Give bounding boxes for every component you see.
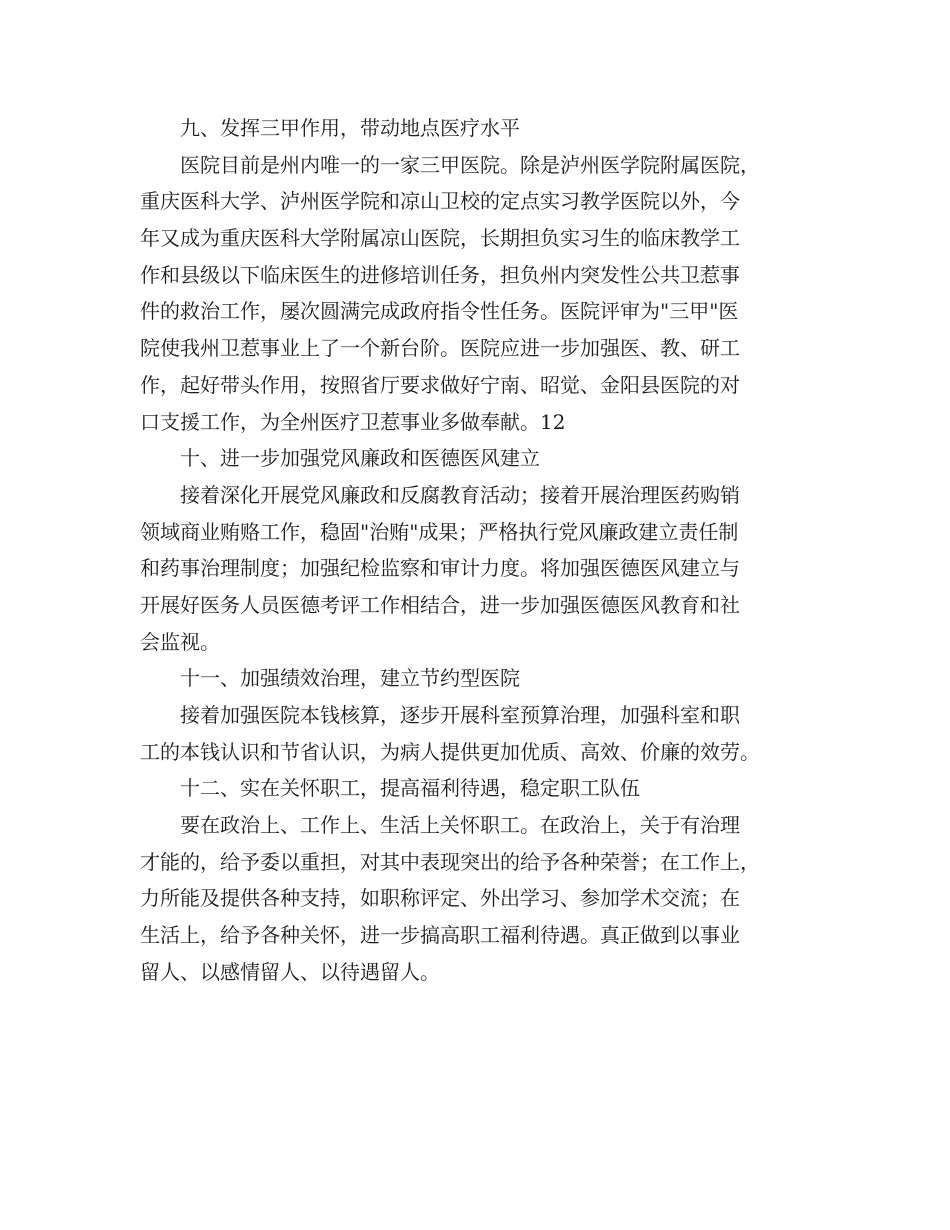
paragraph-line: 院使我州卫惹事业上了一个新台阶。医院应进一步加强医、教、研工 [140,336,740,361]
paragraph-line: 医院目前是州内唯一的一家三甲医院。除是泸州医学院附属医院， [180,152,760,177]
paragraph-line: 会监视。 [140,629,220,654]
paragraph-line: 开展好医务人员医德考评工作相结合，进一步加强医德医风教育和社 [140,592,740,617]
section-heading: 十二、实在关怀职工，提高福利待遇，稳定职工队伍 [180,776,640,801]
paragraph-line: 接着深化开展党风廉政和反腐教育活动；接着开展治理医药购销 [180,482,740,507]
paragraph-line: 件的救治工作，屡次圆满完成政府指令性任务。医院评审为"三甲"医 [140,299,739,324]
paragraph-line: 生活上，给予各种关怀，进一步搞高职工福利待遇。真正做到以事业 [140,923,740,948]
document-body [140,110,820,991]
paragraph-line: 口支援工作，为全州医疗卫惹事业多做奉献。12 [140,409,566,434]
section-heading: 十、进一步加强党风廉政和医德医风建立 [180,446,540,471]
paragraph-line: 力所能及提供各种支持，如职称评定、外出学习、参加学术交流；在 [140,886,740,911]
section-heading: 十一、加强绩效治理，建立节约型医院 [180,666,520,691]
paragraph-line: 才能的，给予委以重担，对其中表现突出的给予各种荣誉；在工作上， [140,849,760,874]
paragraph-line: 作，起好带头作用，按照省厅要求做好宁南、昭觉、金阳县医院的对 [140,372,740,397]
paragraph-line: 作和县级以下临床医生的进修培训任务，担负州内突发性公共卫惹事 [140,262,740,287]
paragraph-line: 工的本钱认识和节省认识，为病人提供更加优质、高效、价廉的效劳。 [140,739,760,764]
paragraph-line: 重庆医科大学、泸州医学院和凉山卫校的定点实习教学医院以外，今 [140,189,740,214]
paragraph-line: 留人、以感情留人、以待遇留人。 [140,959,440,984]
paragraph-line: 和药事治理制度；加强纪检监察和审计力度。将加强医德医风建立与 [140,556,740,581]
paragraph-line: 领域商业贿赂工作，稳固"治贿"成果；严格执行党风廉政建立责任制 [140,519,739,544]
paragraph-line: 年又成为重庆医科大学附属凉山医院，长期担负实习生的临床教学工 [140,226,740,251]
paragraph-line: 要在政治上、工作上、生活上关怀职工。在政治上，关于有治理 [180,813,740,838]
section-heading: 九、发挥三甲作用，带动地点医疗水平 [180,116,520,140]
paragraph-line: 接着加强医院本钱核算，逐步开展科室预算治理，加强科室和职 [180,703,740,727]
